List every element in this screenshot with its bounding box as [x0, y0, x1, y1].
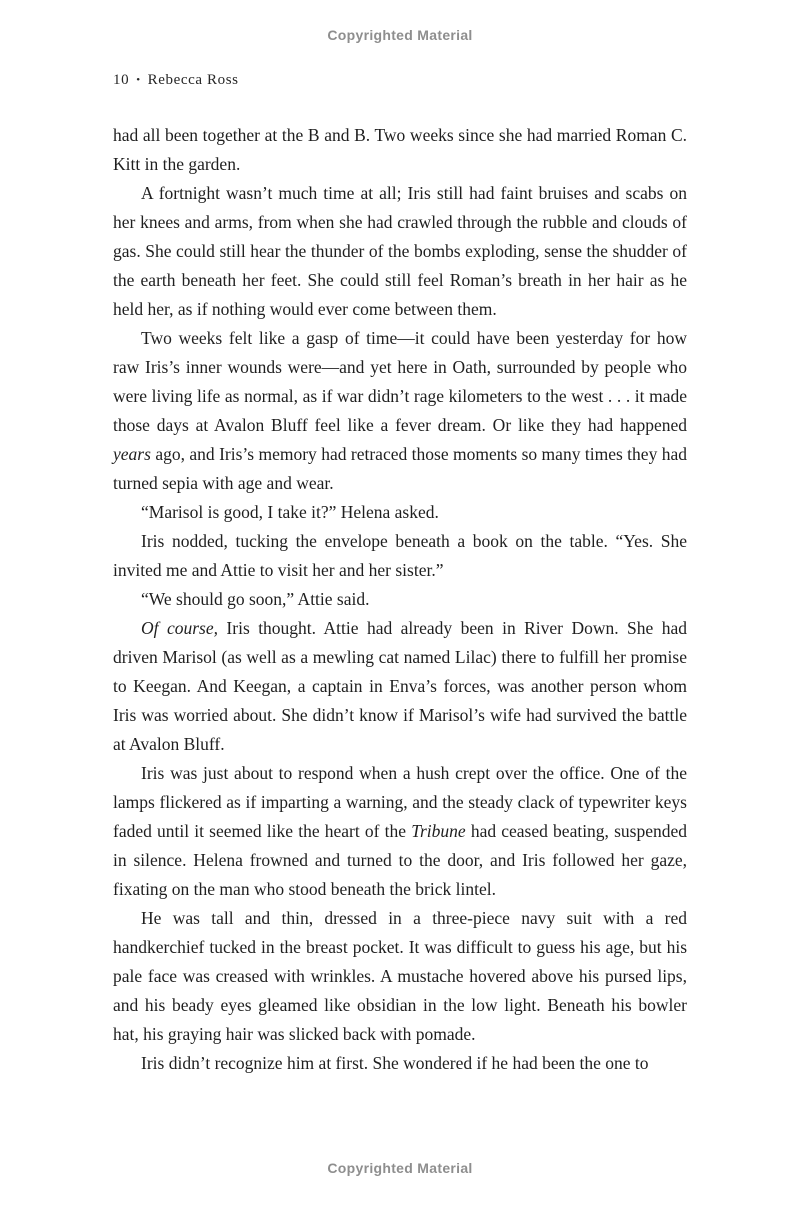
text-segment-italic: years: [113, 444, 151, 464]
text-segment: “We should go soon,” Attie said.: [141, 589, 370, 609]
paragraph: [113, 585, 687, 614]
text-segment: ago, and Iris’s memory had retraced those moments so many times they had turned sepia with age and wear.: [113, 444, 687, 493]
text-segment: Iris didn’t recognize him at first. She wondered if he had been the one to: [141, 1053, 649, 1073]
paragraph: [113, 498, 687, 527]
text-segment: Iris thought. Attie had already been in River Down. She had driven Marisol (as well as a mewling cat named Lilac) there to fulfill her promise to Keegan. And Keegan, a captain in Enva’s forces, was another person whom Iris was worried about. She didn’t know if Marisol’s wife had survived the battle at Avalon Bluff.: [113, 618, 688, 754]
paragraph: [113, 1049, 687, 1078]
text-segment: Iris nodded, tucking the envelope beneath a book on the table. “Yes. She invited me and Attie to visit her and her sister.”: [113, 531, 687, 580]
copyright-notice-top: Copyrighted Material: [327, 27, 473, 43]
body-text: [113, 121, 687, 1078]
text-segment-italic: Of course,: [141, 618, 218, 638]
copyright-notice-bottom: Copyrighted Material: [327, 1160, 473, 1176]
text-segment: had ceased beating, suspended in silence. Helena frowned and turned to the door, and Iris followed her gaze, fixating on the man who stood beneath the brick lintel.: [113, 821, 688, 899]
running-header: [113, 72, 239, 89]
paragraph: [113, 324, 687, 498]
paragraph: [113, 759, 687, 904]
text-segment: He was tall and thin, dressed in a three-piece navy suit with a red handkerchief tucked in the breast pocket. It was difficult to guess his age, but his pale face was creased with wrinkles. A mustache hovered above his pursed lips, and his beady eyes gleamed like obsidian in the low light. Beneath his bowler hat, his graying hair was slicked back with pomade.: [113, 908, 687, 1044]
text-segment: “Marisol is good, I take it?” Helena asked.: [141, 502, 439, 522]
author-name: Rebecca Ross: [147, 72, 239, 88]
text-segment: had all been together at the B and B. Two weeks since she had married Roman C. Kitt in the garden.: [113, 125, 687, 174]
page-number: 10: [113, 72, 130, 88]
paragraph: [113, 614, 687, 759]
paragraph: [113, 527, 687, 585]
text-segment-italic: Tribune: [411, 821, 466, 841]
paragraph: [113, 121, 687, 179]
text-segment: Iris was just about to respond when a hush crept over the office. One of the lamps flickered as if imparting a warning, and the steady clack of typewriter keys faded until it seemed like the heart of the: [113, 763, 687, 841]
text-segment: Two weeks felt like a gasp of time—it could have been yesterday for how raw Iris’s inner wounds were—and yet here in Oath, surrounded by people who were living life as normal, as if war didn’t rage kilometers to the west . . . it made those days at Avalon Bluff feel like a fever dream. Or like they had happened: [113, 328, 687, 435]
paragraph: [113, 904, 687, 1049]
text-segment: A fortnight wasn’t much time at all; Iris still had faint bruises and scabs on her knees and arms, from when she had crawled through the rubble and clouds of gas. She could still hear the thunder of the bombs exploding, sense the shudder of the earth beneath her feet. She could still feel Roman’s breath in her hair as he held her, as if nothing would ever come between them.: [113, 183, 687, 319]
header-separator: •: [136, 74, 141, 86]
paragraph: [113, 179, 687, 324]
